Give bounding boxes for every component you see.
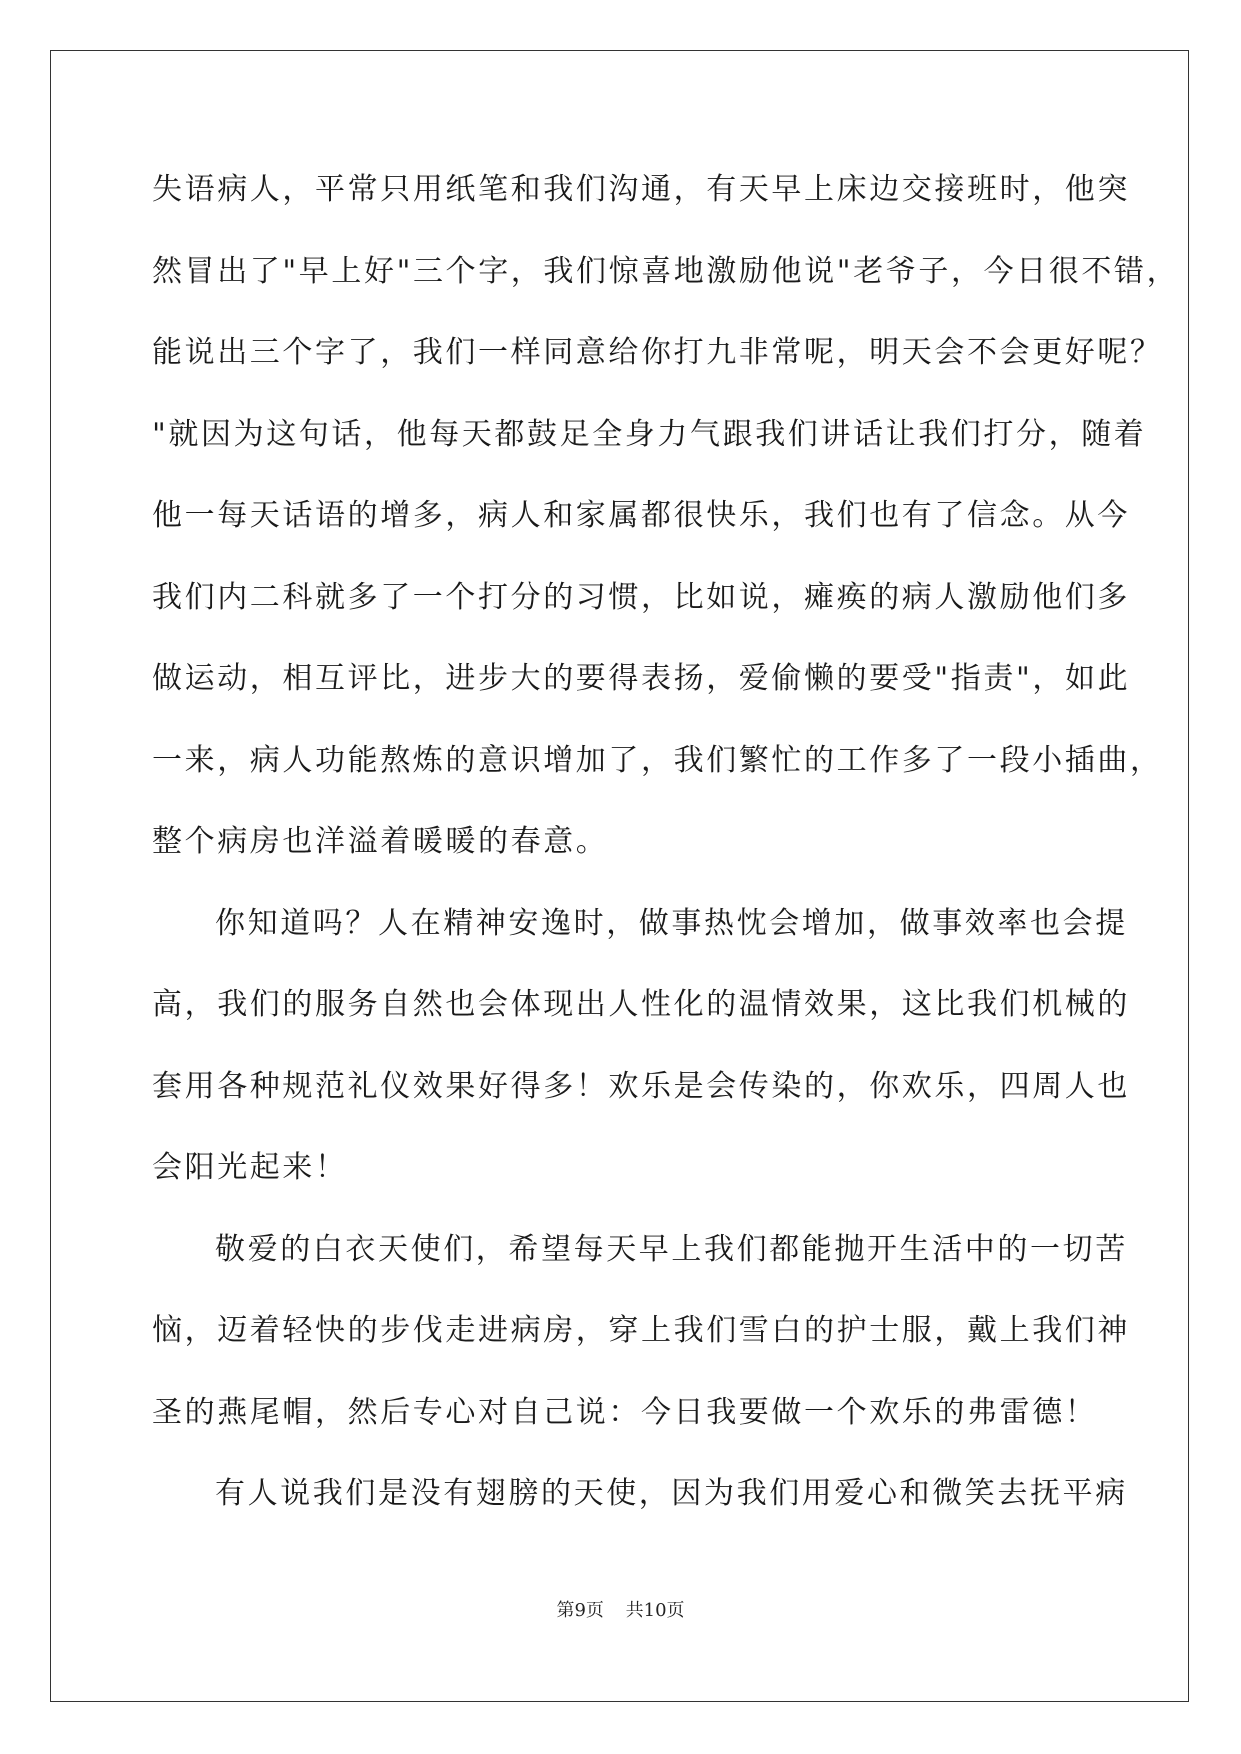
document-body (152, 160, 1180, 1546)
text-line: 能说出三个字了，我们一样同意给你打九非常呢，明天会不会更好呢？ (152, 335, 1163, 370)
text-line: 一来，病人功能熬炼的意识增加了，我们繁忙的工作多了一段小插曲， (152, 742, 1163, 778)
text-line: 做运动，相互评比，进步大的要得表扬，爱偷懒的要受"指责"，如此 (152, 661, 1131, 696)
text-line: 会阳光起来！ (152, 1150, 348, 1185)
page-footer (0, 1596, 1241, 1622)
text-line: 整个病房也洋溢着暖暖的春意。 (152, 824, 609, 859)
text-line: 圣的燕尾帽，然后专心对自己说：今日我要做一个欢乐的弗雷德！ (152, 1394, 1098, 1430)
text-line: 套用各种规范礼仪效果好得多！欢乐是会传染的，你欢乐，四周人也 (152, 1068, 1130, 1104)
text-line: 他一每天话语的增多，病人和家属都很快乐，我们也有了信念。从今 (152, 498, 1130, 533)
current-page-number: 第9页 (556, 1600, 604, 1621)
text-line: 恼，迈着轻快的步伐走进病房，穿上我们雪白的护士服，戴上我们神 (152, 1313, 1130, 1348)
text-line-paragraph-start: 你知道吗？人在精神安逸时，做事热忱会增加，做事效率也会提 (215, 905, 1128, 941)
text-line: "就因为这句话，他每天都鼓足全身力气跟我们讲话让我们打分，随着 (152, 416, 1147, 452)
text-line: 失语病人，平常只用纸笔和我们沟通，有天早上床边交接班时，他突 (152, 172, 1130, 207)
text-line-paragraph-start: 有人说我们是没有翅膀的天使，因为我们用爱心和微笑去抚平病 (215, 1476, 1128, 1511)
text-line: 然冒出了"早上好"三个字，我们惊喜地激励他说"老爷子，今日很不错， (152, 253, 1180, 289)
total-page-count: 共10页 (625, 1600, 685, 1621)
text-line: 高，我们的服务自然也会体现出人性化的温情效果，这比我们机械的 (152, 987, 1130, 1022)
text-line: 我们内二科就多了一个打分的习惯，比如说，瘫痪的病人激励他们多 (152, 579, 1130, 615)
text-line-paragraph-start: 敬爱的白衣天使们，希望每天早上我们都能抛开生活中的一切苦 (215, 1231, 1128, 1267)
